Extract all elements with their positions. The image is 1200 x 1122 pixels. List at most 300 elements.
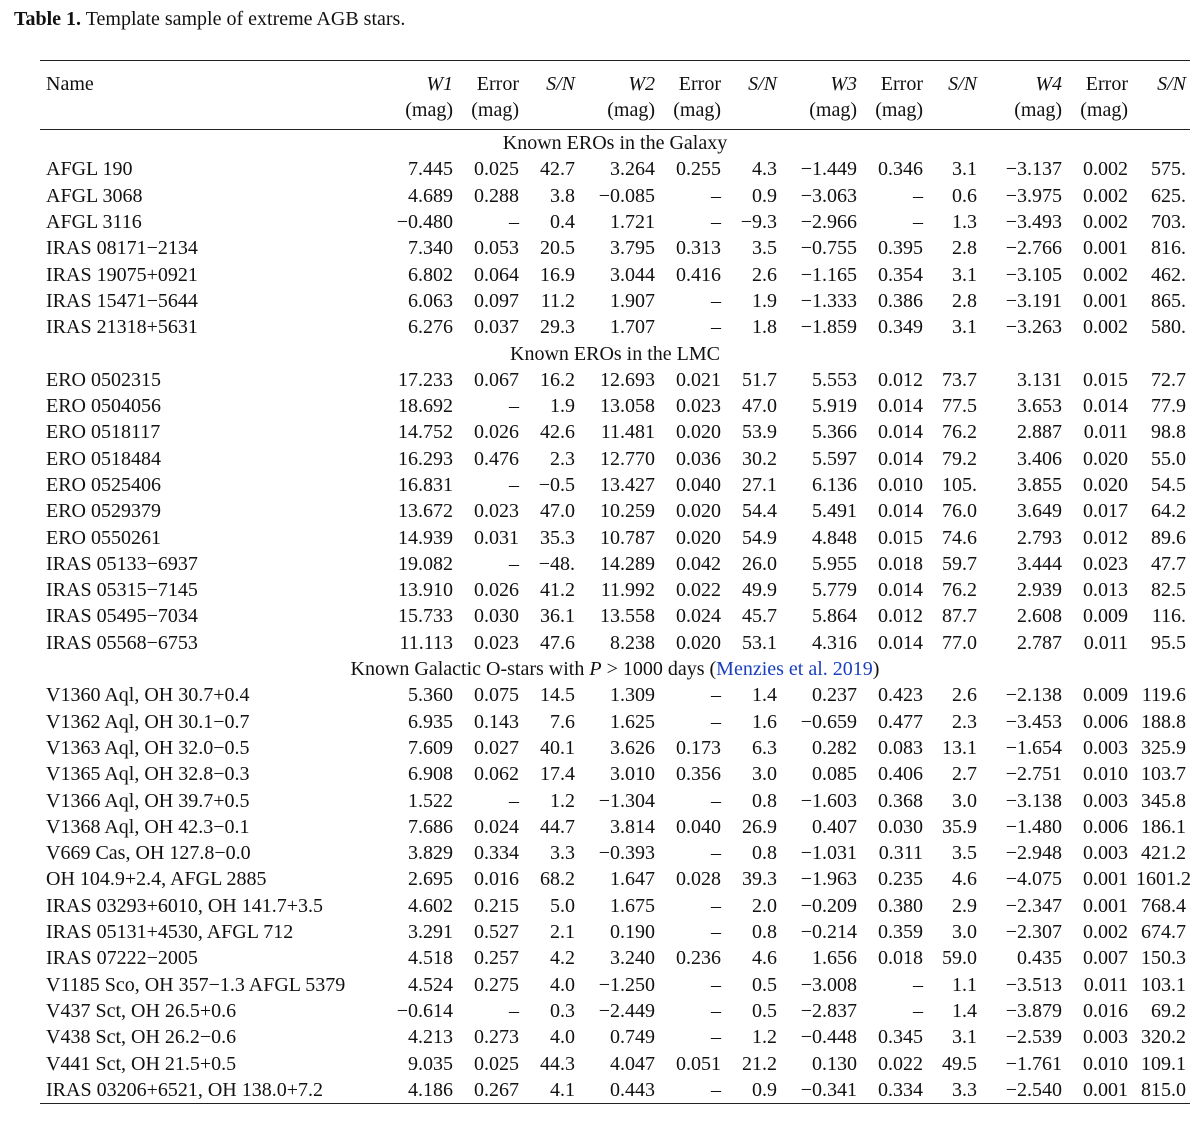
- value-cell: −4.075: [1005, 868, 1062, 891]
- table-row: [40, 630, 1190, 656]
- value-cell: 0.001: [1083, 237, 1128, 260]
- value-cell: 0.014: [878, 500, 923, 523]
- value-cell: −3.453: [1005, 710, 1062, 733]
- value-cell: 14.5: [540, 684, 575, 707]
- star-name-cell: AFGL 3116: [46, 211, 142, 234]
- value-cell: 0.282: [812, 736, 857, 759]
- value-cell: 2.6: [952, 684, 977, 707]
- value-cell: −3.138: [1005, 789, 1062, 812]
- value-cell: 0.020: [1083, 447, 1128, 470]
- value-cell: 0.173: [676, 736, 721, 759]
- value-cell: 116.: [1151, 605, 1186, 628]
- value-cell: 36.1: [540, 605, 575, 628]
- value-cell: 0.345: [878, 1026, 923, 1049]
- value-cell: 0.354: [878, 263, 923, 286]
- value-cell: 0.235: [878, 868, 923, 891]
- value-cell: 5.360: [408, 684, 453, 707]
- value-cell: 76.0: [942, 500, 977, 523]
- value-cell: 7.609: [408, 736, 453, 759]
- value-cell: 0.9: [752, 1078, 777, 1101]
- value-cell: 0.014: [878, 447, 923, 470]
- value-cell: 0.356: [676, 763, 721, 786]
- value-cell: 0.5: [752, 973, 777, 996]
- table-row: [40, 367, 1190, 393]
- value-cell: 3.264: [610, 158, 655, 181]
- star-name-cell: ERO 0502315: [46, 368, 161, 391]
- value-cell: 74.6: [942, 526, 977, 549]
- value-cell: –: [711, 289, 721, 312]
- value-cell: −0.393: [598, 842, 655, 865]
- value-cell: 421.2: [1141, 842, 1186, 865]
- star-name-cell: AFGL 3068: [46, 184, 143, 207]
- value-cell: −2.837: [800, 999, 857, 1022]
- value-cell: 3.5: [752, 237, 777, 260]
- star-name-cell: IRAS 03293+6010, OH 141.7+3.5: [46, 894, 324, 917]
- value-cell: 13.427: [600, 474, 655, 496]
- value-cell: 2.0: [752, 894, 777, 917]
- value-cell: 47.0: [540, 500, 575, 523]
- value-cell: 0.028: [676, 868, 721, 891]
- value-cell: 54.5: [1151, 474, 1186, 496]
- value-cell: 0.018: [878, 552, 923, 575]
- value-cell: 0.130: [812, 1052, 857, 1075]
- value-cell: 0.368: [878, 789, 923, 812]
- value-cell: 54.9: [742, 526, 777, 549]
- column-header: Name: [46, 73, 94, 95]
- table-row: [40, 893, 1190, 919]
- value-cell: 0.273: [474, 1026, 519, 1049]
- value-cell: 0.386: [878, 289, 923, 312]
- value-cell: −2.766: [1005, 237, 1062, 260]
- star-name-cell: ERO 0529379: [46, 500, 161, 523]
- table-row: [40, 261, 1190, 287]
- value-cell: 0.395: [878, 237, 923, 260]
- value-cell: 0.030: [474, 605, 519, 628]
- value-cell: 3.814: [610, 815, 655, 838]
- value-cell: 13.910: [398, 579, 453, 602]
- value-cell: 0.051: [676, 1052, 721, 1075]
- value-cell: 3.131: [1017, 368, 1062, 391]
- value-cell: 5.779: [812, 579, 857, 602]
- value-cell: 1.4: [752, 684, 777, 707]
- value-cell: 0.190: [610, 921, 655, 944]
- value-cell: 0.014: [878, 395, 923, 418]
- value-cell: 0.020: [676, 526, 721, 549]
- value-cell: 44.3: [540, 1052, 575, 1075]
- star-name-cell: V669 Cas, OH 127.8−0.0: [46, 842, 251, 865]
- value-cell: 4.689: [408, 184, 453, 207]
- value-cell: 5.0: [550, 894, 575, 917]
- value-cell: 0.021: [676, 368, 721, 391]
- value-cell: 11.113: [399, 631, 453, 654]
- value-cell: 26.9: [742, 815, 777, 838]
- value-cell: 0.334: [474, 842, 519, 865]
- star-name-cell: V438 Sct, OH 26.2−0.6: [46, 1026, 237, 1049]
- value-cell: 0.002: [1083, 316, 1128, 339]
- value-cell: 4.6: [752, 947, 777, 970]
- value-cell: 13.672: [398, 500, 453, 523]
- value-cell: 0.003: [1083, 1026, 1128, 1049]
- value-cell: 109.1: [1141, 1052, 1186, 1075]
- value-cell: 0.024: [676, 605, 721, 628]
- agb-stars-table: [40, 60, 1190, 1104]
- value-cell: 4.6: [952, 868, 977, 891]
- value-cell: 1.656: [812, 947, 857, 970]
- value-cell: −1.304: [598, 789, 655, 812]
- value-cell: 5.597: [812, 447, 857, 470]
- value-cell: −2.307: [1005, 921, 1062, 944]
- value-cell: 4.213: [408, 1026, 453, 1049]
- table-row: [40, 866, 1190, 892]
- value-cell: 0.477: [878, 710, 923, 733]
- table-row: [40, 761, 1190, 787]
- table-row: [40, 498, 1190, 524]
- value-cell: 0.237: [812, 684, 857, 707]
- star-name-cell: IRAS 15471−5644: [46, 289, 198, 312]
- value-cell: 1.647: [610, 868, 655, 891]
- table-row: [40, 1050, 1190, 1076]
- value-cell: 3.0: [752, 763, 777, 786]
- value-cell: −9.3: [740, 211, 777, 234]
- value-cell: 625.: [1151, 184, 1186, 207]
- value-cell: 0.313: [676, 237, 721, 260]
- value-cell: –: [711, 842, 721, 865]
- star-name-cell: IRAS 05133−6937: [46, 552, 198, 575]
- star-name-cell: IRAS 07222−2005: [46, 947, 198, 970]
- value-cell: −48.: [538, 552, 575, 575]
- value-cell: 0.014: [878, 421, 923, 444]
- value-cell: −3.513: [1005, 973, 1062, 996]
- value-cell: −1.603: [800, 789, 857, 812]
- value-cell: 4.848: [812, 526, 857, 549]
- value-cell: 0.8: [752, 921, 777, 944]
- table-row: [40, 840, 1190, 866]
- value-cell: 77.9: [1151, 395, 1186, 418]
- value-cell: 3.444: [1017, 552, 1062, 575]
- table-row: [40, 209, 1190, 235]
- value-cell: −3.975: [1005, 184, 1062, 207]
- value-cell: 11.481: [600, 421, 655, 444]
- table-row: [40, 919, 1190, 945]
- value-cell: 0.001: [1083, 868, 1128, 891]
- value-cell: −1.963: [800, 868, 857, 891]
- table-row: [40, 787, 1190, 813]
- value-cell: 73.7: [942, 368, 977, 391]
- value-cell: –: [913, 973, 923, 996]
- value-cell: 2.3: [952, 710, 977, 733]
- value-cell: 462.: [1151, 263, 1186, 286]
- value-cell: 186.1: [1141, 815, 1186, 838]
- value-cell: 4.186: [408, 1078, 453, 1101]
- value-cell: 5.553: [812, 368, 857, 391]
- value-cell: 1.309: [610, 684, 655, 707]
- column-header: S/N: [748, 73, 777, 95]
- value-cell: 1.2: [752, 1026, 777, 1049]
- star-name-cell: IRAS 05495−7034: [46, 605, 198, 628]
- value-cell: 0.012: [878, 368, 923, 391]
- value-cell: 0.416: [676, 263, 721, 286]
- table-row: [40, 183, 1190, 209]
- section-title: [40, 340, 1190, 366]
- value-cell: 2.6: [752, 263, 777, 286]
- value-cell: 6.802: [408, 263, 453, 286]
- value-cell: 0.406: [878, 763, 923, 786]
- value-cell: 4.047: [610, 1052, 655, 1075]
- table-row: [40, 288, 1190, 314]
- value-cell: 2.7: [952, 763, 977, 786]
- value-cell: 0.006: [1083, 710, 1128, 733]
- value-cell: 19.082: [398, 552, 453, 575]
- star-name-cell: ERO 0504056: [46, 395, 161, 418]
- value-cell: −0.341: [800, 1078, 857, 1101]
- value-cell: 76.2: [942, 421, 977, 444]
- value-cell: −2.948: [1005, 842, 1062, 865]
- value-cell: 0.002: [1083, 211, 1128, 234]
- column-header: W3: [830, 73, 857, 95]
- value-cell: 5.366: [812, 421, 857, 444]
- value-cell: 1.3: [952, 211, 977, 234]
- value-cell: 54.4: [742, 500, 777, 523]
- value-cell: 0.5: [752, 999, 777, 1022]
- value-cell: 15.733: [398, 605, 453, 628]
- value-cell: 580.: [1151, 316, 1186, 339]
- value-cell: 3.653: [1017, 395, 1062, 418]
- value-cell: –: [711, 789, 721, 812]
- value-cell: 87.7: [942, 605, 977, 628]
- value-cell: 68.2: [540, 868, 575, 891]
- section-title-rest: > 1000 days (: [601, 658, 717, 681]
- value-cell: −1.480: [1005, 815, 1062, 838]
- value-cell: 0.006: [1083, 815, 1128, 838]
- value-cell: 7.340: [408, 237, 453, 260]
- caption-text: Template sample of extreme AGB stars.: [85, 8, 406, 30]
- value-cell: 47.0: [742, 395, 777, 418]
- column-header: Error: [880, 73, 923, 95]
- column-header: W2: [628, 73, 655, 95]
- value-cell: 0.083: [878, 736, 923, 759]
- value-cell: 575.: [1151, 158, 1186, 181]
- value-cell: 0.255: [676, 158, 721, 181]
- value-cell: 0.476: [474, 447, 519, 470]
- value-cell: 0.002: [1083, 263, 1128, 286]
- value-cell: 0.011: [1083, 631, 1128, 654]
- value-cell: –: [509, 395, 519, 418]
- value-cell: 1.707: [610, 316, 655, 339]
- value-cell: 45.7: [742, 605, 777, 628]
- table-row: [40, 709, 1190, 735]
- value-cell: 98.8: [1151, 421, 1186, 444]
- value-cell: 2.695: [408, 868, 453, 891]
- value-cell: 16.831: [398, 474, 453, 496]
- value-cell: −0.209: [800, 894, 857, 917]
- value-cell: 0.435: [1017, 947, 1062, 970]
- value-cell: 3.0: [952, 921, 977, 944]
- value-cell: 0.010: [878, 474, 923, 496]
- value-cell: –: [711, 921, 721, 944]
- value-cell: 703.: [1151, 211, 1186, 234]
- column-header: Error: [476, 73, 519, 95]
- column-header: (mag): [1080, 99, 1128, 121]
- table-row: [40, 577, 1190, 603]
- value-cell: 5.491: [812, 500, 857, 523]
- value-cell: –: [509, 211, 519, 234]
- value-cell: 1.522: [408, 789, 453, 812]
- value-cell: 0.001: [1083, 1078, 1128, 1101]
- value-cell: 325.9: [1141, 736, 1186, 759]
- value-cell: 188.8: [1141, 710, 1186, 733]
- value-cell: 0.036: [676, 447, 721, 470]
- value-cell: 17.4: [540, 763, 575, 786]
- value-cell: 47.7: [1151, 552, 1186, 575]
- value-cell: 345.8: [1141, 789, 1186, 812]
- value-cell: 0.040: [676, 474, 721, 496]
- value-cell: –: [509, 552, 519, 575]
- value-cell: –: [711, 684, 721, 707]
- value-cell: 2.939: [1017, 579, 1062, 602]
- value-cell: 4.524: [408, 973, 453, 996]
- value-cell: 150.3: [1141, 947, 1186, 970]
- value-cell: 0.015: [1083, 368, 1128, 391]
- value-cell: 0.014: [878, 631, 923, 654]
- star-name-cell: ERO 0518117: [46, 421, 161, 444]
- value-cell: 49.5: [942, 1052, 977, 1075]
- value-cell: 35.3: [540, 526, 575, 549]
- value-cell: 16.2: [540, 368, 575, 391]
- table-row: [40, 1077, 1190, 1104]
- value-cell: 0.009: [1083, 684, 1128, 707]
- table-row: [40, 314, 1190, 340]
- value-cell: –: [711, 999, 721, 1022]
- column-header: W4: [1035, 73, 1062, 95]
- value-cell: −2.138: [1005, 684, 1062, 707]
- value-cell: 0.4: [550, 211, 575, 234]
- value-cell: –: [913, 211, 923, 234]
- value-cell: −1.761: [1005, 1052, 1062, 1075]
- value-cell: –: [711, 894, 721, 917]
- value-cell: 3.855: [1017, 474, 1062, 496]
- value-cell: −3.263: [1005, 316, 1062, 339]
- value-cell: 0.014: [878, 579, 923, 602]
- value-cell: 49.9: [742, 579, 777, 602]
- value-cell: 4.3: [752, 158, 777, 181]
- value-cell: 12.693: [600, 368, 655, 391]
- table-row: [40, 472, 1190, 498]
- value-cell: 865.: [1151, 289, 1186, 312]
- value-cell: 9.035: [408, 1052, 453, 1075]
- value-cell: 51.7: [742, 368, 777, 391]
- value-cell: 27.1: [742, 474, 777, 496]
- value-cell: 0.037: [474, 316, 519, 339]
- value-cell: −0.755: [800, 237, 857, 260]
- value-cell: 2.8: [952, 289, 977, 312]
- value-cell: 18.692: [398, 395, 453, 418]
- value-cell: 3.3: [550, 842, 575, 865]
- value-cell: 0.020: [676, 631, 721, 654]
- value-cell: 0.025: [474, 158, 519, 181]
- column-header: (mag): [1014, 99, 1062, 121]
- value-cell: 4.602: [408, 894, 453, 917]
- value-cell: 11.992: [600, 579, 655, 602]
- value-cell: –: [711, 211, 721, 234]
- value-cell: –: [711, 710, 721, 733]
- table-row: [40, 235, 1190, 261]
- value-cell: −1.654: [1005, 736, 1062, 759]
- value-cell: 69.2: [1151, 999, 1186, 1022]
- column-header: (mag): [809, 99, 857, 121]
- value-cell: 0.3: [550, 999, 575, 1022]
- value-cell: −2.751: [1005, 763, 1062, 786]
- column-header: S/N: [948, 73, 977, 95]
- value-cell: 0.443: [610, 1078, 655, 1101]
- value-cell: 0.359: [878, 921, 923, 944]
- value-cell: −3.105: [1005, 263, 1062, 286]
- value-cell: 0.002: [1083, 921, 1128, 944]
- value-cell: 0.064: [474, 263, 519, 286]
- column-header: Error: [678, 73, 721, 95]
- value-cell: 55.0: [1151, 447, 1186, 470]
- value-cell: −1.449: [800, 158, 857, 181]
- table-row: [40, 1024, 1190, 1050]
- value-cell: 7.686: [408, 815, 453, 838]
- value-cell: 82.5: [1151, 579, 1186, 602]
- value-cell: −3.008: [800, 973, 857, 996]
- value-cell: 0.023: [474, 631, 519, 654]
- value-cell: 5.919: [812, 395, 857, 418]
- value-cell: 8.238: [610, 631, 655, 654]
- value-cell: 0.067: [474, 368, 519, 391]
- star-name-cell: ERO 0525406: [46, 474, 161, 496]
- table-header: [40, 61, 1190, 130]
- value-cell: 2.9: [952, 894, 977, 917]
- value-cell: 103.7: [1141, 763, 1186, 786]
- value-cell: −1.333: [800, 289, 857, 312]
- value-cell: 59.7: [942, 552, 977, 575]
- table-row: [40, 682, 1190, 708]
- value-cell: 4.2: [550, 947, 575, 970]
- value-cell: 0.014: [1083, 395, 1128, 418]
- value-cell: 14.752: [398, 421, 453, 444]
- value-cell: 3.291: [408, 921, 453, 944]
- section-title: [40, 656, 1190, 682]
- value-cell: 2.887: [1017, 421, 1062, 444]
- section-header-row: [40, 656, 1190, 682]
- star-name-cell: V441 Sct, OH 21.5+0.5: [46, 1052, 237, 1075]
- value-cell: 95.5: [1151, 631, 1186, 654]
- value-cell: 0.003: [1083, 789, 1128, 812]
- value-cell: 0.009: [1083, 605, 1128, 628]
- value-cell: 40.1: [540, 736, 575, 759]
- value-cell: –: [913, 184, 923, 207]
- value-cell: 14.939: [398, 526, 453, 549]
- value-cell: 30.2: [742, 447, 777, 470]
- value-cell: 0.215: [474, 894, 519, 917]
- table-row: [40, 393, 1190, 419]
- value-cell: 11.2: [540, 289, 575, 312]
- value-cell: 4.0: [550, 973, 575, 996]
- value-cell: 1.721: [610, 211, 655, 234]
- section-title-text: Known EROs in the Galaxy: [502, 132, 728, 155]
- value-cell: 79.2: [942, 447, 977, 470]
- value-cell: 0.288: [474, 184, 519, 207]
- section-title-end: ): [872, 658, 880, 681]
- table-row: [40, 735, 1190, 761]
- value-cell: –: [913, 999, 923, 1022]
- value-cell: 320.2: [1141, 1026, 1186, 1049]
- citation-link[interactable]: Menzies et al. 2019: [716, 658, 873, 681]
- value-cell: 119.6: [1141, 684, 1186, 707]
- column-header: (mag): [405, 99, 453, 121]
- star-name-cell: AFGL 190: [46, 158, 133, 181]
